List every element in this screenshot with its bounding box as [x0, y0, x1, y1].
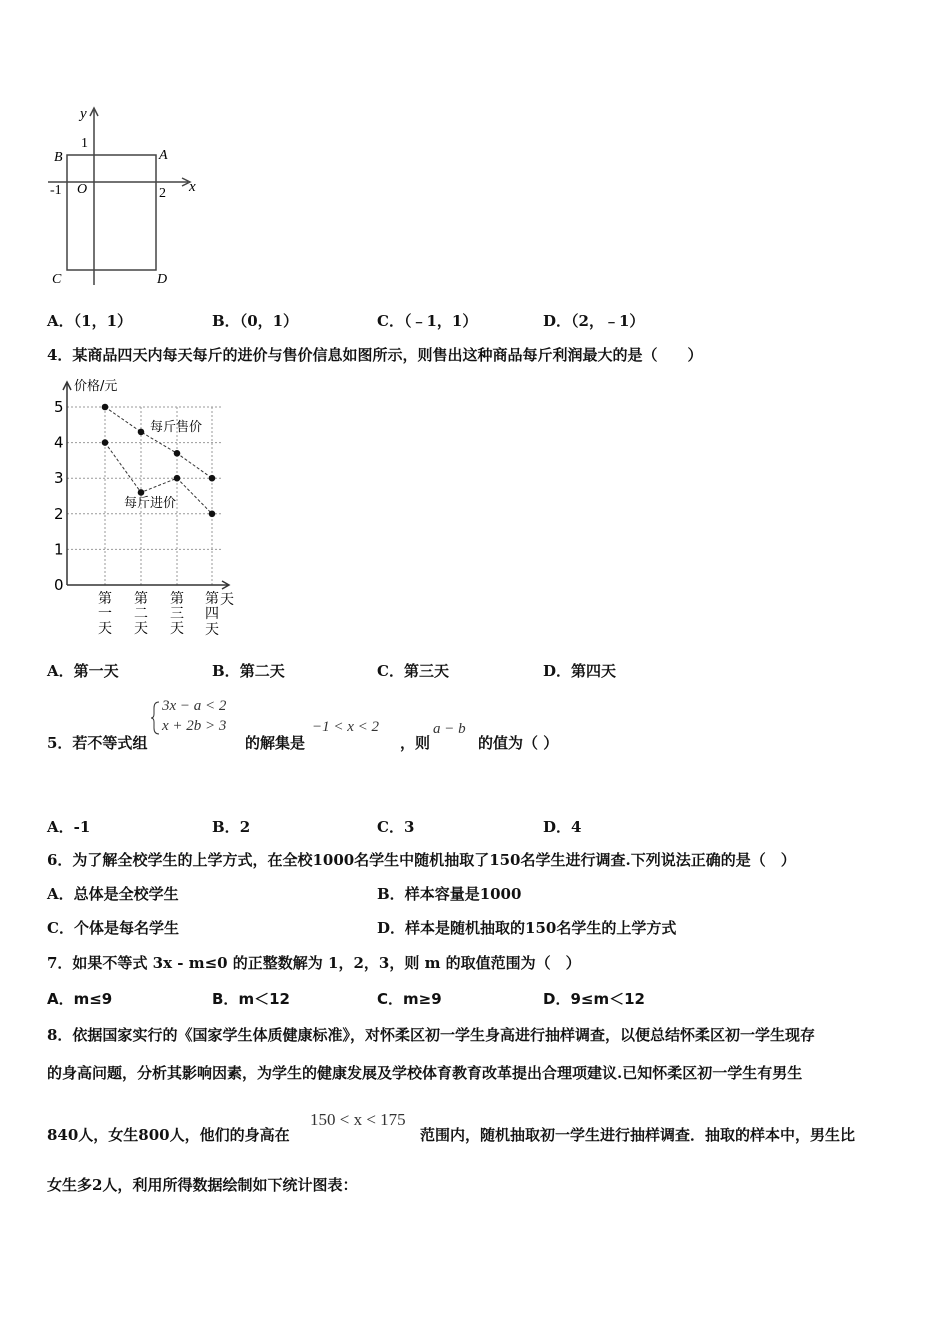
q8-line-3-prefix: 840人，女生800人，他们的身高在	[47, 1126, 290, 1144]
point-c-label: C	[52, 272, 62, 287]
q8-line-3-suffix: 范围内，随机抽取初一学生进行抽样调查．抽取的样本中，男生比	[420, 1126, 856, 1144]
data-point-sell	[174, 450, 181, 457]
q5-option-b: B．2	[212, 818, 251, 836]
solution-range: −1 < x < 2	[312, 719, 380, 735]
tick-one: 1	[81, 136, 88, 151]
q6-option-d: D．样本是随机抽取的150名学生的上学方式	[377, 919, 677, 937]
category-label-char: 第	[170, 591, 184, 607]
category-label-char: 三	[170, 606, 184, 622]
q5-option-c: C．3	[377, 818, 415, 836]
system-line-2: x + 2b > 3	[162, 718, 227, 734]
q7-option-b: B．m＜12	[212, 990, 290, 1008]
q7-option-c: C．m≥9	[377, 990, 442, 1008]
y-tick-label: 3	[54, 469, 64, 488]
q5-then: ，则	[400, 734, 431, 752]
q5-mid: 的解集是	[245, 734, 306, 752]
data-point-buy	[174, 475, 181, 482]
q4-option-d: D．第四天	[543, 662, 617, 680]
data-point-sell	[209, 475, 216, 482]
q4-stem: 4．某商品四天内每天每斤的进价与售价信息如图所示，则售出这种商品每斤利润最大的是（ ）	[47, 346, 703, 364]
q6-option-a: A．总体是全校学生	[47, 885, 179, 903]
data-point-buy	[138, 489, 145, 496]
y-tick-label: 0	[54, 576, 64, 594]
q8-line-4: 女生多2人，利用所得数据绘制如下统计图表：	[47, 1176, 358, 1194]
coordinate-figure	[40, 100, 210, 290]
point-b-label: B	[54, 150, 63, 165]
q5-option-d: D．4	[543, 818, 582, 836]
category-label-char: 第	[134, 591, 148, 607]
origin-label: O	[77, 182, 88, 197]
q8-line-1: 8．依据国家实行的《国家学生体质健康标准》，对怀柔区初一学生身高进行抽样调查，以便总结怀柔区初一学生现存	[47, 1026, 815, 1044]
y-tick-label: 1	[54, 540, 64, 559]
q3-option-c: C．（﹣1，1）	[377, 312, 478, 330]
y-axis-label: y	[80, 106, 87, 122]
q4-option-a: A．第一天	[47, 662, 119, 680]
system-brace	[151, 700, 161, 736]
category-label-char: 一	[98, 606, 112, 622]
y-tick-label: 2	[54, 504, 64, 523]
category-label-char: 二	[134, 606, 148, 622]
q4-option-b: B．第二天	[212, 662, 285, 680]
q4-option-c: C．第三天	[377, 662, 449, 680]
q6-stem: 6．为了解全校学生的上学方式，在全校1000名学生中随机抽取了150名学生进行调查.下列说法正确的是（ ）	[47, 851, 796, 869]
system-line-1: 3x − a < 2	[162, 698, 227, 714]
category-label-char: 四	[205, 606, 219, 622]
q6-option-b: B．样本容量是1000	[377, 885, 522, 903]
y-tick-label: 4	[54, 433, 64, 452]
q5-prefix: 5．若不等式组	[47, 734, 148, 752]
data-point-sell	[138, 429, 145, 436]
data-point-buy	[209, 511, 216, 518]
height-range: 150 < x < 175	[310, 1110, 406, 1129]
q6-option-c: C．个体是每名学生	[47, 919, 179, 937]
q7-stem: 7．如果不等式 3x - m≤0 的正整数解为 1，2，3，则 m 的取值范围为（ ）	[47, 954, 581, 972]
x-axis-label: 天	[220, 592, 234, 608]
series-label-buy: 每斤进价	[124, 496, 177, 511]
data-point-sell	[102, 404, 109, 411]
category-label-char: 第	[98, 591, 112, 607]
category-label-char: 天	[170, 621, 184, 637]
q3-option-d: D．（2，﹣1）	[543, 312, 645, 330]
q3-option-b: B．（0，1）	[212, 312, 299, 330]
price-chart	[40, 372, 260, 644]
y-axis-label: 价格/元	[74, 379, 118, 394]
x-axis-label: x	[189, 179, 196, 195]
category-label-char: 天	[98, 621, 112, 637]
y-tick-label: 5	[54, 398, 64, 416]
data-point-buy	[102, 439, 109, 446]
q7-option-a: A．m≤9	[47, 990, 113, 1008]
point-a-label: A	[159, 148, 168, 163]
q8-line-2: 的身高问题，分析其影响因素，为学生的健康发展及学校体育教育改革提出合理项建议.已知怀柔区初一学生有男生	[47, 1064, 803, 1082]
expression-a-minus-b: a − b	[433, 721, 466, 737]
tick-two: 2	[159, 186, 166, 201]
category-label-char: 天	[134, 621, 148, 637]
rectangle-abcd	[67, 155, 156, 270]
category-label-char: 第	[205, 591, 219, 607]
category-label-char: 天	[205, 622, 219, 638]
q3-option-a: A．（1，1）	[47, 312, 133, 330]
series-label-sell: 每斤售价	[150, 420, 203, 435]
q5-suffix: 的值为（ ）	[478, 734, 559, 752]
q5-option-a: A．-1	[47, 818, 91, 836]
point-d-label: D	[157, 272, 168, 287]
tick-minus-one: -1	[50, 183, 62, 198]
q7-option-d: D．9≤m＜12	[543, 990, 645, 1008]
